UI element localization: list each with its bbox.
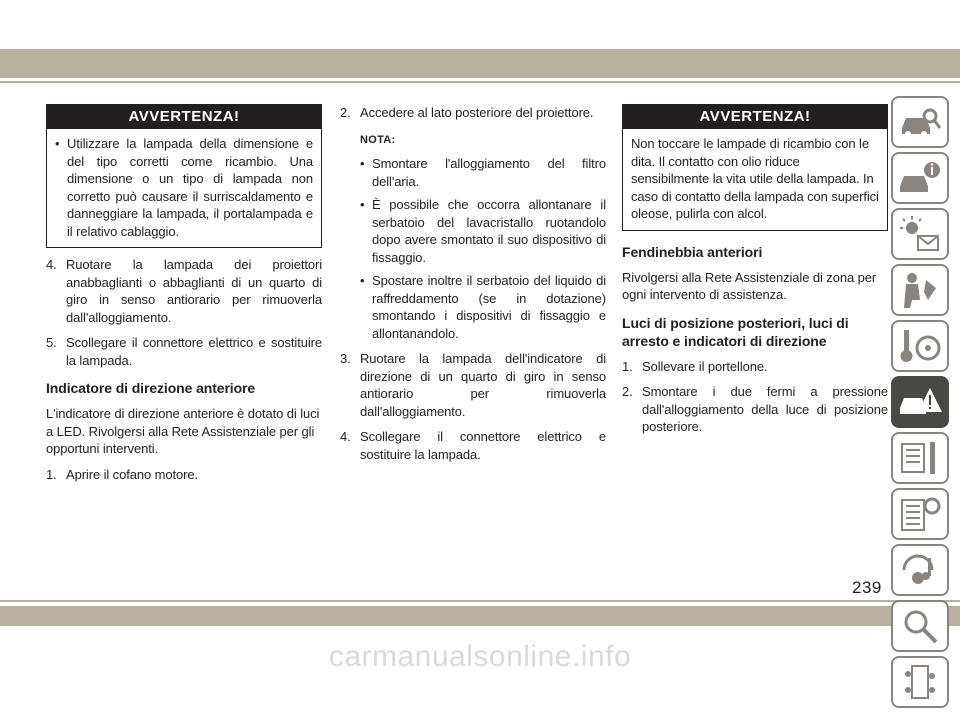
note-label: NOTA: (360, 133, 396, 146)
top-band (0, 49, 960, 78)
warning-box (622, 104, 888, 231)
note-bullet: • Smontare l'alloggiamento del filtro dell'aria. (360, 156, 606, 189)
step-item: 4. Ruotare la lampada dei proiettori anabbaglianti o abbaglianti di un quarto di giro in senso antiorario per rimuoverla dall'alloggiamento. (46, 257, 322, 325)
car-tools-icon (898, 438, 942, 478)
car-info-icon (898, 158, 942, 198)
watermark: carmanualsonline.info (328, 640, 632, 673)
step-item: 4. Scollegare il connettore elettrico e sostituire la lampada. (340, 429, 606, 462)
column-3 (622, 104, 888, 436)
paragraph: L'indicatore di direzione anteriore è dotato di luci a LED. Rivolgersi alla Rete Assistenziale per gli opportuni interventi. (46, 406, 320, 456)
paragraph: Rivolgersi alla Rete Assistenziale di zona per ogni intervento di assistenza. (622, 269, 877, 302)
section-heading: Fendinebbia anteriori (622, 243, 763, 260)
warning-title: AVVERTENZA! (623, 105, 887, 129)
section-heading: Luci di posizione posteriori, luci di arresto e indicatori di direzione (622, 314, 849, 349)
person-airbag-icon (898, 270, 942, 310)
tab-car-search[interactable] (891, 96, 949, 148)
tab-car-info[interactable] (891, 152, 949, 204)
step-item: 2. Smontare i due fermi a pressione dall'alloggiamento della luce di posizione posteriore. (622, 384, 888, 434)
tab-car-tools[interactable] (891, 432, 949, 484)
chapter-tabs (891, 96, 949, 712)
step-item: 3. Ruotare la lampada dell'indicatore di direzione di un quarto di giro in senso antiorario per rimuoverla dall'alloggiamento. (340, 351, 606, 419)
car-search-icon (898, 102, 942, 142)
step-item: 5. Scollegare il connettore elettrico e sostituire la lampada. (46, 335, 322, 368)
section-heading: Indicatore di direzione anteriore (46, 380, 256, 396)
tab-document-gear[interactable] (891, 488, 949, 540)
tab-person-airbag[interactable] (891, 264, 949, 316)
note-bullet: • Spostare inoltre il serbatoio del liquido di raffreddamento (se in dotazione) smontando i dispositivi di fissaggio e allontanandolo. (360, 273, 606, 341)
step-item: 1. Sollevare il portellone. (622, 358, 768, 374)
tab-multimedia[interactable] (891, 544, 949, 596)
car-warning-icon (898, 382, 942, 422)
page-number: 239 (852, 578, 882, 597)
warning-bullet: • Utilizzare la lampada della dimensione e del tipo corretti come ricambio. Una dimensione o un tipo di lampada non corretto può causare il surriscaldamento e danneggiare la lampada, il portalampada e il relativo cablaggio. (55, 136, 313, 239)
key-steering-wheel-icon (898, 326, 942, 366)
document-gear-icon (898, 494, 942, 534)
note-bullet: • È possibile che occorra allontanare il serbatoio del lavacristallo ruotandolo dopo avere smontato il suo dispositivo di fissaggio. (360, 197, 606, 265)
warning-title: AVVERTENZA! (47, 105, 321, 129)
multimedia-icon (898, 550, 942, 590)
warning-box (46, 104, 322, 248)
tab-key-wheel[interactable] (891, 320, 949, 372)
step-item: 1. Aprire il cofano motore. (46, 466, 198, 482)
warning-lights-message-icon (898, 214, 942, 254)
warning-text: Non toccare le lampade di ricambio con le dita. Il contatto con olio riduce sensibilmente la vita utile della lampada. In caso di contatto della lampada con superfici oleose, pulirla con alcol. (631, 136, 879, 221)
tab-warning-lights[interactable] (891, 208, 949, 260)
step-item: 2. Accedere al lato posteriore del proiettore. (340, 105, 594, 120)
tab-car-warning[interactable] (891, 376, 949, 428)
column-1 (46, 104, 322, 483)
column-2 (340, 104, 606, 463)
bottom-band (0, 606, 960, 626)
note-list (360, 155, 606, 342)
